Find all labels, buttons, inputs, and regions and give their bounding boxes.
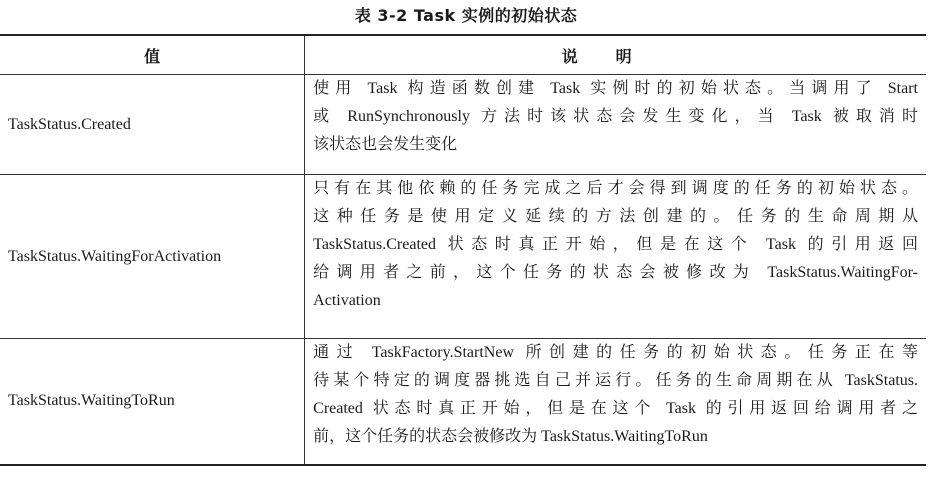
status-value-cell: TaskStatus.WaitingToRun <box>0 339 305 465</box>
status-description-cell <box>305 175 926 339</box>
description-line: TaskStatus.Created 状态时真正开始，但是在这个 Task 的引用返回 <box>313 236 918 253</box>
description-line: 该状态也会发生变化 <box>313 136 458 153</box>
status-description-cell <box>305 75 926 175</box>
description-line: 使用 Task 构造函数创建 Task 实例时的初始状态。当调用了 Start <box>313 80 918 97</box>
task-status-table <box>0 34 926 466</box>
status-value-cell: TaskStatus.WaitingForActivation <box>0 175 305 339</box>
description-line: 前，这个任务的状态会被修改为 TaskStatus.WaitingToRun <box>313 428 708 445</box>
header-value: 值 <box>0 35 305 75</box>
description-line: 通过 TaskFactory.StartNew 所创建的任务的初始状态。任务正在等 <box>313 344 918 361</box>
header-description: 说明 <box>305 35 926 75</box>
status-description-cell <box>305 339 926 465</box>
description-line: Activation <box>313 292 381 309</box>
description-line: 只有在其他依赖的任务完成之后才会得到调度的任务的初始状态。 <box>313 180 918 197</box>
description-line: 或 RunSynchronously 方法时该状态会发生变化，当 Task 被取消时 <box>313 108 918 125</box>
description-line: Created 状态时真正开始，但是在这个 Task 的引用返回给调用者之 <box>313 400 918 417</box>
table-row <box>0 339 926 465</box>
table-row <box>0 75 926 175</box>
table-caption: 表 3-2 Task 实例的初始状态 <box>354 6 578 25</box>
table-row <box>0 175 926 339</box>
description-line: 这种任务是使用定义延续的方法创建的。任务的生命周期从 <box>313 208 918 225</box>
description-line: 待某个特定的调度器挑选自己并运行。任务的生命周期在从 TaskStatus. <box>313 372 918 389</box>
description-line: 给调用者之前，这个任务的状态会被修改为 TaskStatus.WaitingFor- <box>313 264 918 281</box>
status-value-cell: TaskStatus.Created <box>0 75 305 175</box>
table-header-row <box>0 35 926 75</box>
